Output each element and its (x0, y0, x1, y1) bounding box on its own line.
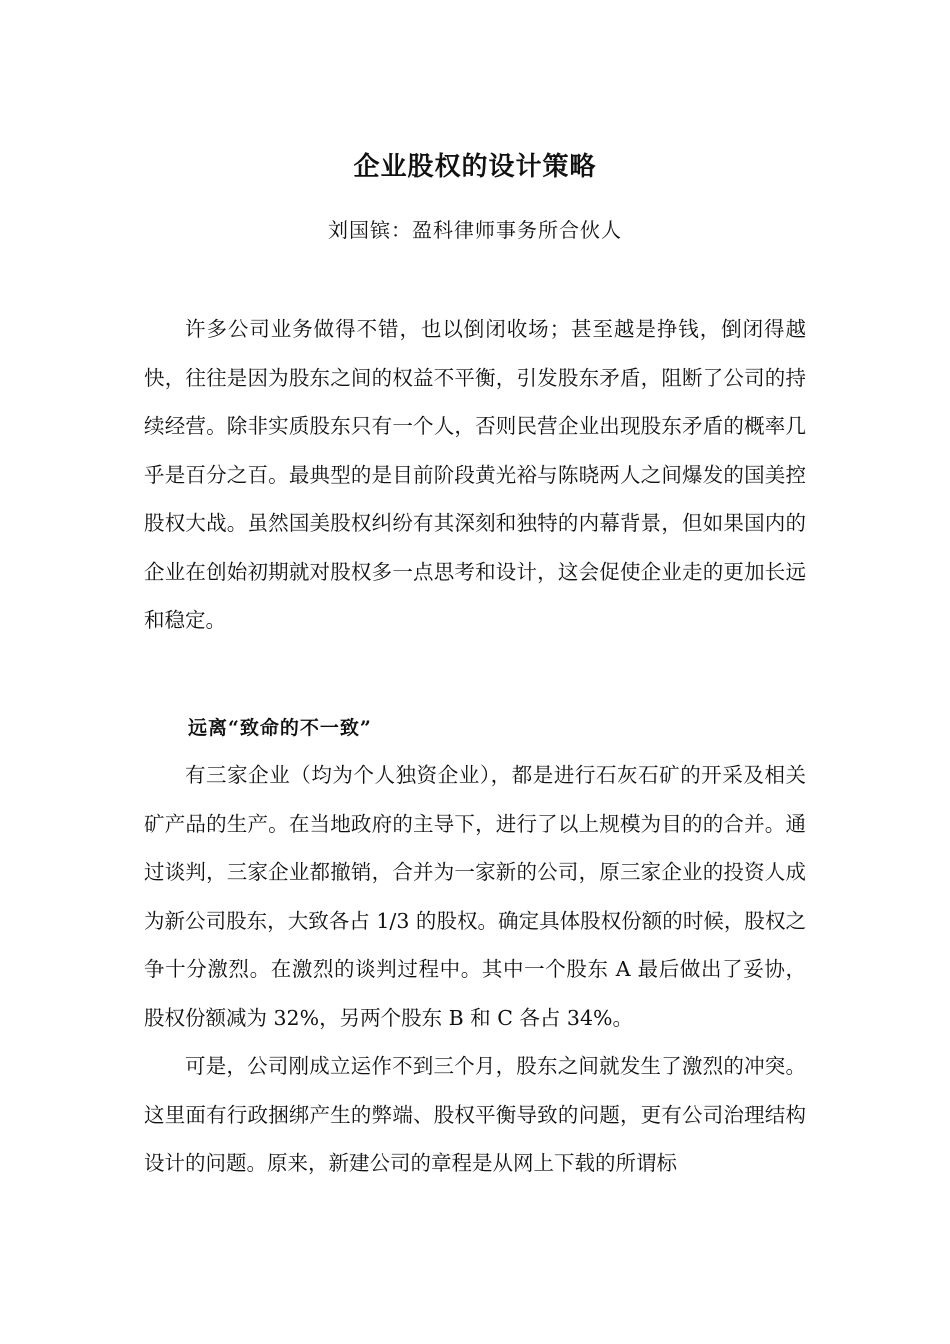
intro-section (144, 305, 806, 645)
document-title: 企业股权的设计策略 (353, 152, 597, 182)
author-line: 刘国镔：盈科律师事务所合伙人 (328, 218, 622, 242)
section-paragraph: 可是，公司刚成立运作不到三个月，股东之间就发生了激烈的冲突。这里面有行政捆绑产生的弊端、股权平衡导致的问题，更有公司治理结构设计的问题。原来，新建公司的章程是从网上下载的所谓标 (144, 1054, 806, 1175)
section-body (144, 751, 806, 1188)
section-heading: 远离“致命的不一致” (188, 717, 372, 739)
intro-paragraph: 许多公司业务做得不错，也以倒闭收场；甚至越是挣钱，倒闭得越快，往往是因为股东之间的权益不平衡，引发股东矛盾，阻断了公司的持续经营。除非实质股东只有一个人，否则民营企业出现股东矛盾的概率几乎是百分之百。最典型的是目前阶段黄光裕与陈晓两人之间爆发的国美控股权大战。虽然国美股权纠纷有其深刻和独特的内幕背景，但如果国内的企业在创始初期就对股权多一点思考和设计，这会促使企业走的更加长远和稳定。 (144, 317, 806, 632)
section-paragraph: 有三家企业（均为个人独资企业），都是进行石灰石矿的开采及相关矿产品的生产。在当地政府的主导下，进行了以上规模为目的的合并。通过谈判，三家企业都撤销，合并为一家新的公司，原三家企业的投资人成为新公司股东，大致各占 1/3 的股权。确定具体股权份额的时候，股权之争十分激烈。在激烈的谈判过程中。其中一个股东 A 最后做出了妥协，股权份额减为 32%，另两个股东 B 和 C 各占 34%。 (144, 763, 806, 1030)
